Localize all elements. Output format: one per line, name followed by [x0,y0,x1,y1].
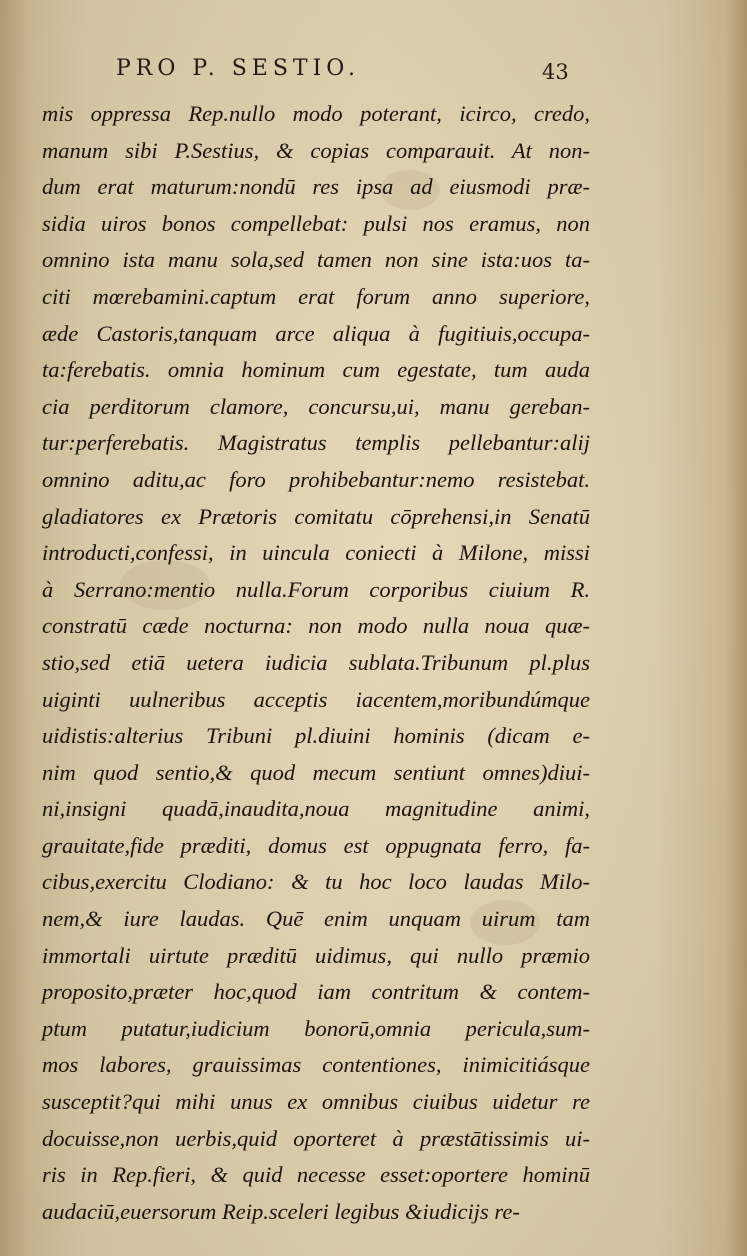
text-line: cibus,exercitu Clodiano: & tu hoc loco laudas Milo- [42,869,590,895]
text-line: susceptit?qui mihi unus ex omnibus ciuibus uidetur re [42,1089,590,1115]
text-line: uiginti uulneribus acceptis iacentem,moribundúmque [42,686,590,712]
text-line: proposito,præter hoc,quod iam contritum & contem- [42,979,590,1005]
text-line: cia perditorum clamore, concursu,ui, manu gereban- [42,393,590,419]
text-line: citi mœrebamini.captum erat forum anno superiore, [42,283,590,309]
body-text [42,96,590,1230]
text-line: ni,insigni quadā,inaudita,noua magnitudine animi, [42,796,590,822]
text-line: docuisse,non uerbis,quid oporteret à præstātissimis ui- [42,1125,590,1151]
text-line: sidia uiros bonos compellebat: pulsi nos eramus, non [42,210,590,236]
text-line: dum erat maturum:nondū res ipsa ad eiusmodi præ- [42,174,590,200]
running-title: PRO P. SESTIO. [116,56,361,81]
text-line: mos labores, grauissimas contentiones, inimicitiásque [42,1052,590,1078]
page-number: 43 [542,60,569,84]
text-line: ptum putatur,iudicium bonorū,omnia pericula,sum- [42,1015,590,1041]
text-line: tur:perferebatis. Magistratus templis pellebantur:alij [42,430,590,456]
text-line: stio,sed etiā uetera iudicia sublata.Tribunum pl.plus [42,649,590,675]
text-line: omnino ista manu sola,sed tamen non sine ista:uos ta- [42,247,590,273]
text-line: à Serrano:mentio nulla.Forum corporibus ciuium R. [42,576,590,602]
page-header [0,56,747,86]
text-line: uidistis:alterius Tribuni pl.diuini hominis (dicam e- [42,723,590,749]
text-line: æde Castoris,tanquam arce aliqua à fugitiuis,occupa- [42,320,590,346]
text-line: ris in Rep.fieri, & quid necesse esset:oportere hominū [42,1162,590,1188]
text-line: gladiatores ex Prætoris comitatu cōprehensi,in Senatū [42,503,590,529]
text-line: immortali uirtute præditū uidimus, qui nullo præmio [42,942,590,968]
text-line: constratū cæde nocturna: non modo nulla noua quæ- [42,613,590,639]
text-line: mis oppressa Rep.nullo modo poterant, icirco, credo, [42,101,590,126]
text-line: omnino aditu,ac foro prohibebantur:nemo resistebat. [42,466,590,492]
text-line: introducti,confessi, in uincula coniecti à Milone, missi [42,540,590,566]
text-line: grauitate,fide præditi, domus est oppugnata ferro, fa- [42,832,590,858]
text-line: nem,& iure laudas. Quē enim unquam uirum tam [42,906,590,932]
text-line: ta:ferebatis. omnia hominum cum egestate, tum auda [42,357,590,383]
text-line: audaciū,euersorum Reip.sceleri legibus &iudicijs re- [42,1198,520,1224]
text-line: nim quod sentio,& quod mecum sentiunt omnes)diui- [42,759,590,785]
text-line: manum sibi P.Sestius, & copias comparauit. At non- [42,137,590,163]
